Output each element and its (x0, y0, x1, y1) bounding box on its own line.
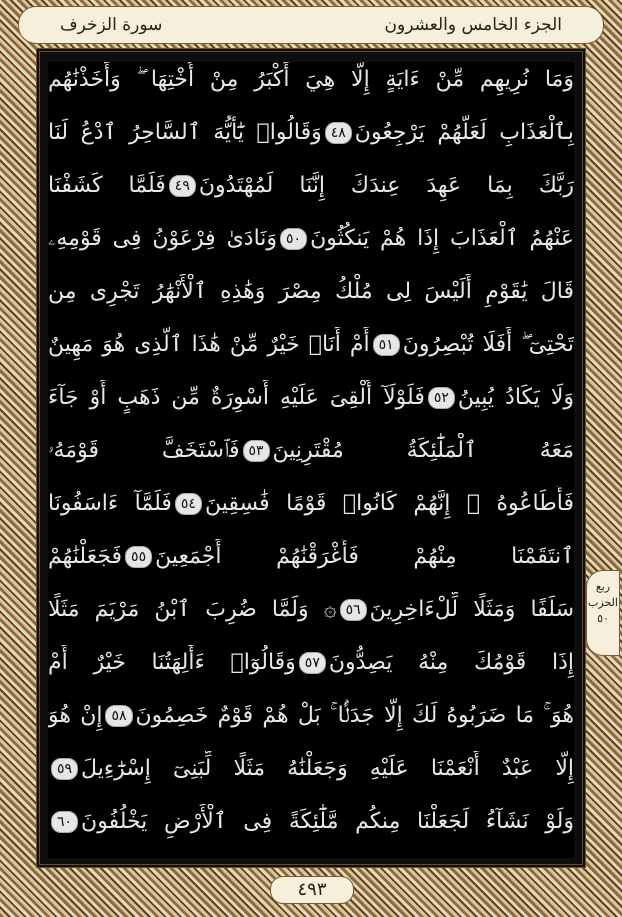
verse-line (48, 592, 574, 628)
verse-line (48, 274, 574, 310)
verse-line (48, 486, 574, 522)
verse-line (48, 168, 574, 204)
ayah-number-marker: ٥٦ (340, 599, 367, 621)
verse-text: وَلَا يَكَادُ يُبِينُ (457, 385, 574, 410)
ayah-number-marker: ٤٩ (169, 175, 196, 197)
hizb-quarter-marker (586, 570, 620, 656)
hizb-marker-label: ربع (595, 580, 611, 593)
ayah-number-marker: ٥٠ (280, 228, 307, 250)
verse-text: إِنْ هُوَ (48, 703, 103, 728)
verse-text: وَمَا نُرِيهِم مِّنْ ءَايَةٍ إِلَّا هِيَ أَكْبَرُ مِنْ أُخْتِهَا ۖ وَأَخَذْنَٰهُم (48, 67, 574, 92)
verse-text: أَمْ أَنَا۠ خَيْرٌ مِّنْ هَٰذَا ٱلَّذِى هُوَ مَهِينٌ (48, 332, 370, 357)
verse-text: وَقَالُوا۟ يَٰٓأَيُّهَ ٱلسَّاحِرُ ٱدْعُ لَنَا (48, 120, 322, 145)
verse-text: وَقَالُوٓا۟ ءَأَٰلِهَتُنَا خَيْرٌ أَمْ (48, 650, 296, 675)
verse-text: فَلَوْلَآ أُلْقِىَ عَلَيْهِ أَسْوِرَةٌ مِّن ذَهَبٍ أَوْ جَآءَ (48, 385, 425, 410)
ayah-number-marker: ٥١ (373, 334, 400, 356)
verse-line (48, 751, 574, 787)
verse-line (48, 327, 574, 363)
ayah-number-marker: ٦٠ (51, 811, 78, 833)
juz-name: الجزء الخامس والعشرون (384, 15, 562, 35)
verses-panel (48, 62, 574, 858)
verse-text: فَٱسْتَخَفَّ قَوْمَهُۥ (48, 438, 240, 463)
hizb-marker-label: الحزب (588, 596, 618, 609)
verse-line (48, 645, 574, 681)
ayah-number-marker: ٥٩ (51, 758, 78, 780)
ayah-number-marker: ٥٣ (243, 440, 270, 462)
verse-line (48, 433, 574, 469)
verse-text: تَحْتِىٓ ۖ أَفَلَا تُبْصِرُونَ (402, 332, 574, 357)
verse-text: ٱنتَقَمْنَا مِنْهُمْ فَأَغْرَقْنَٰهُمْ أَجْمَعِينَ (155, 544, 574, 569)
verse-text: فَلَمَّا كَشَفْنَا (48, 173, 166, 198)
verse-text: عَنْهُمُ ٱلْعَذَابَ إِذَا هُمْ يَنكُثُونَ (310, 226, 574, 251)
page-number: ٤٩٣ (270, 876, 354, 904)
verse-text: هُوَ ۚ مَا ضَرَبُوهُ لَكَ إِلَّا جَدَلًۢا ۚ بَلْ هُمْ قَوْمٌ خَصِمُونَ (135, 703, 574, 728)
verse-text: قَالَ يَٰقَوْمِ أَلَيْسَ لِى مُلْكُ مِصْرَ وَهَٰذِهِ ٱلْأَنْهَٰرُ تَجْرِى مِن (48, 279, 574, 304)
surah-name: سورة الزخرف (60, 15, 163, 35)
ayah-number-marker: ٥٤ (175, 493, 202, 515)
ayah-number-marker: ٤٨ (325, 122, 352, 144)
verse-text: بِٱلْعَذَابِ لَعَلَّهُمْ يَرْجِعُونَ (354, 120, 574, 145)
verse-line (48, 221, 574, 257)
verse-line (48, 804, 574, 840)
verse-line (48, 698, 574, 734)
ayah-number-marker: ٥٢ (428, 387, 455, 409)
verse-text: ۞ وَلَمَّا ضُرِبَ ٱبْنُ مَرْيَمَ مَثَلًا (48, 597, 337, 622)
verse-line (48, 380, 574, 416)
verse-text: سَلَفًا وَمَثَلًا لِّلْءَاخِرِينَ (369, 597, 574, 622)
verse-text: رَبَّكَ بِمَا عَهِدَ عِندَكَ إِنَّنَا لَمُهْتَدُونَ (198, 173, 574, 198)
verse-line (48, 62, 574, 98)
verse-line (48, 539, 574, 575)
verse-line (48, 115, 574, 151)
verse-text: مَعَهُ ٱلْمَلَٰٓئِكَةُ مُقْتَرِنِينَ (272, 438, 574, 463)
verse-text: فَلَمَّآ ءَاسَفُونَا (48, 491, 172, 516)
verse-text: وَنَادَىٰ فِرْعَوْنُ فِى قَوْمِهِۦ (48, 226, 278, 251)
verse-text: إِلَّا عَبْدٌ أَنْعَمْنَا عَلَيْهِ وَجَعَلْنَٰهُ مَثَلًا لِّبَنِىٓ إِسْرَٰٓءِيلَ (81, 756, 574, 781)
hizb-marker-number: ٥٠ (597, 612, 609, 625)
ayah-number-marker: ٥٧ (299, 652, 326, 674)
ayah-number-marker: ٥٨ (105, 705, 132, 727)
ayah-number-marker: ٥٥ (125, 546, 152, 568)
verse-text: فَأَطَاعُوهُ ۚ إِنَّهُمْ كَانُوا۟ قَوْمًا فَٰسِقِينَ (204, 491, 574, 516)
verse-text: إِذَا قَوْمُكَ مِنْهُ يَصِدُّونَ (328, 650, 574, 675)
verse-text: فَجَعَلْنَٰهُمْ (48, 544, 123, 569)
verse-text: وَلَوْ نَشَآءُ لَجَعَلْنَا مِنكُم مَّلَٰٓئِكَةً فِى ٱلْأَرْضِ يَخْلُفُونَ (81, 809, 574, 834)
